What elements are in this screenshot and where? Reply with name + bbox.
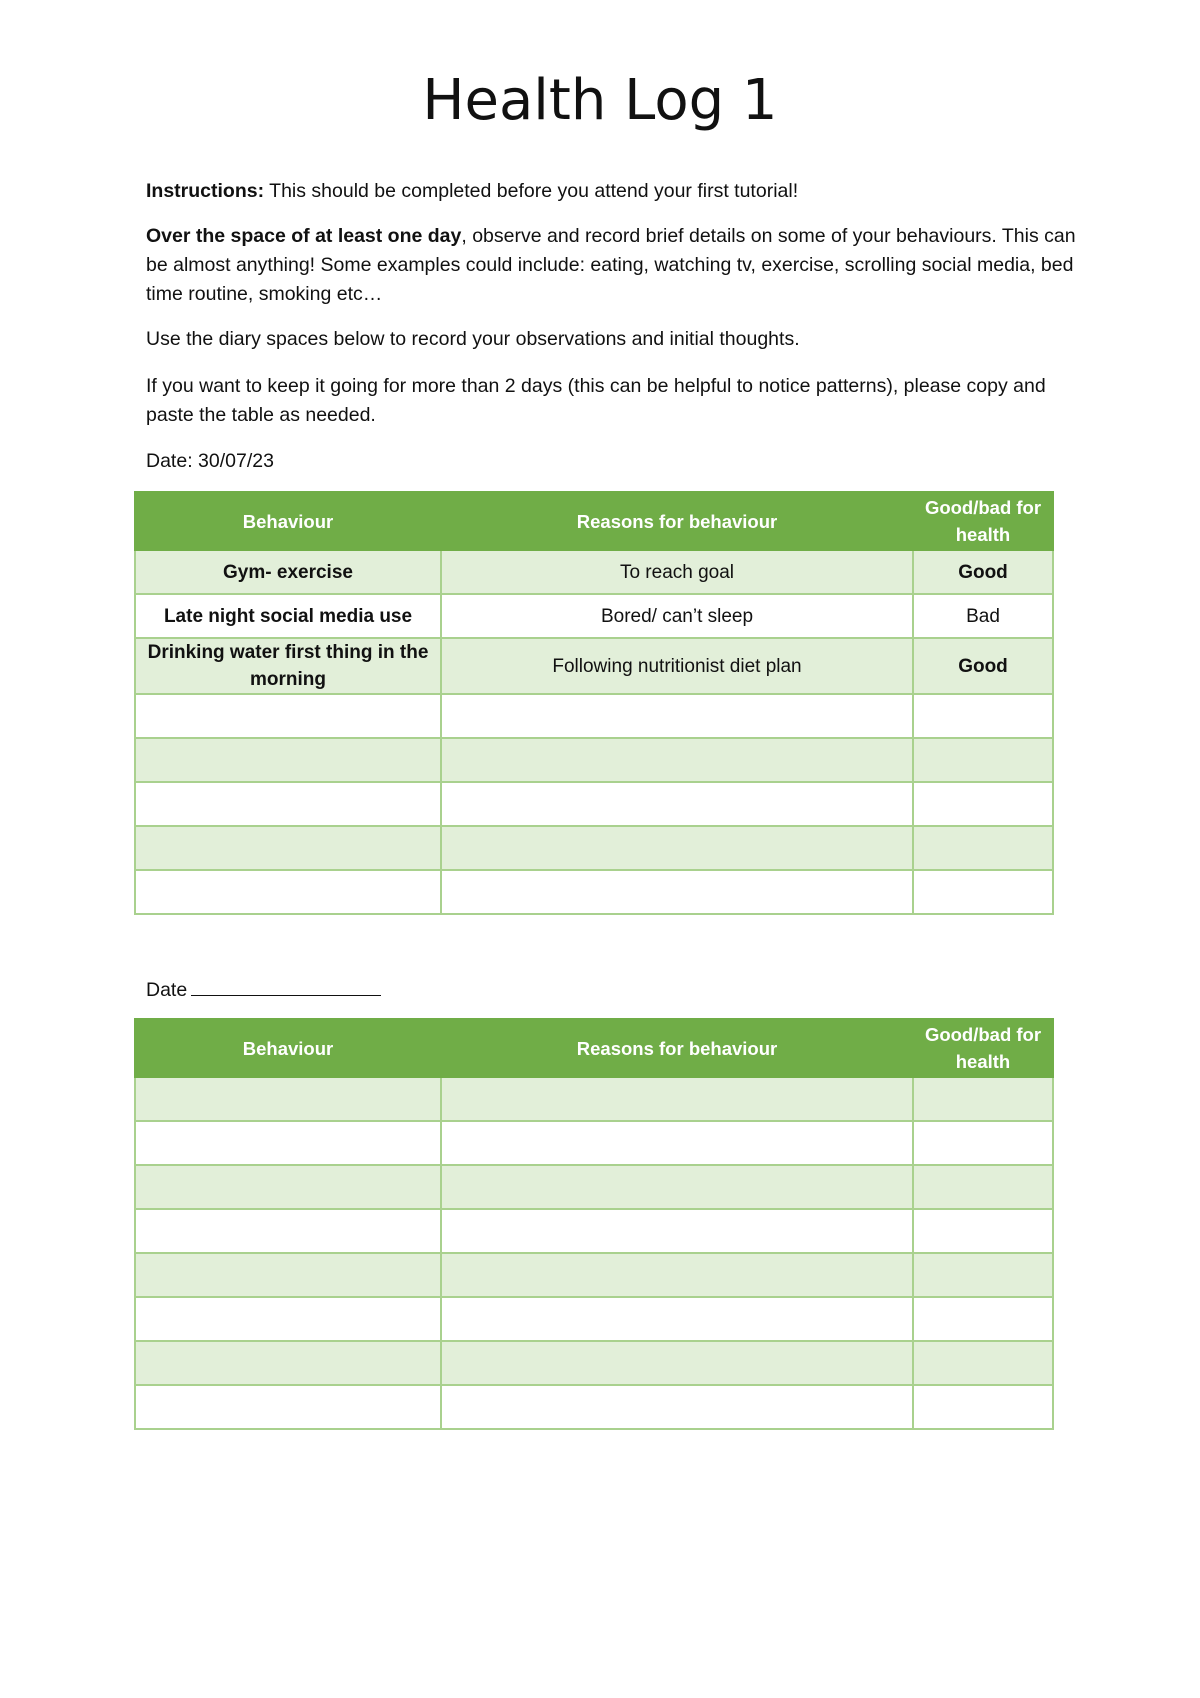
cell-behaviour[interactable]: Gym- exercise [135, 550, 441, 594]
cell-empty[interactable] [135, 1209, 441, 1253]
date-2 [146, 975, 381, 1005]
table-row-empty [135, 1253, 1053, 1297]
table-row-empty [135, 870, 1053, 914]
cell-rating[interactable]: Good [913, 638, 1053, 694]
cell-empty[interactable] [135, 826, 441, 870]
header-good-bad: Good/bad for health [913, 492, 1053, 550]
cell-empty[interactable] [913, 1253, 1053, 1297]
header-behaviour: Behaviour [135, 1019, 441, 1077]
header-behaviour: Behaviour [135, 492, 441, 550]
date-1: Date: 30/07/23 [146, 450, 274, 472]
table-row-empty [135, 1077, 1053, 1121]
table-row [135, 550, 1053, 594]
header-reasons: Reasons for behaviour [441, 1019, 913, 1077]
observe-bold: Over the space of at least one day [146, 225, 462, 247]
cell-empty[interactable] [913, 1209, 1053, 1253]
observe-paragraph [146, 222, 1076, 309]
instructions-paragraph [146, 177, 1076, 206]
cell-empty[interactable] [441, 694, 913, 738]
cell-empty[interactable] [441, 1165, 913, 1209]
cell-empty[interactable] [135, 1385, 441, 1429]
table-row-empty [135, 1385, 1053, 1429]
keep-going-paragraph: If you want to keep it going for more than 2 days (this can be helpful to notice patterns), please copy and paste the table as needed. [146, 375, 1046, 426]
cell-empty[interactable] [441, 782, 913, 826]
page-title: Health Log 1 [422, 68, 778, 133]
header-good-bad: Good/bad for health [913, 1019, 1053, 1077]
table-header-row [135, 492, 1053, 550]
use-diary-paragraph: Use the diary spaces below to record your observations and initial thoughts. [146, 328, 800, 350]
cell-rating[interactable]: Good [913, 550, 1053, 594]
cell-empty[interactable] [913, 1385, 1053, 1429]
cell-empty[interactable] [913, 826, 1053, 870]
cell-reason[interactable]: Bored/ can’t sleep [441, 594, 913, 638]
table-row-empty [135, 738, 1053, 782]
cell-empty[interactable] [441, 870, 913, 914]
table-row-empty [135, 1341, 1053, 1385]
cell-empty[interactable] [135, 1341, 441, 1385]
health-log-table-1 [134, 491, 1054, 915]
cell-behaviour[interactable]: Late night social media use [135, 594, 441, 638]
cell-empty[interactable] [913, 1165, 1053, 1209]
cell-empty[interactable] [913, 782, 1053, 826]
cell-empty[interactable] [441, 1077, 913, 1121]
cell-empty[interactable] [135, 870, 441, 914]
cell-empty[interactable] [135, 1121, 441, 1165]
cell-empty[interactable] [441, 1385, 913, 1429]
cell-empty[interactable] [913, 1341, 1053, 1385]
cell-empty[interactable] [441, 1297, 913, 1341]
table-row [135, 594, 1053, 638]
table-row-empty [135, 1165, 1053, 1209]
cell-empty[interactable] [135, 1077, 441, 1121]
date-2-label: Date [146, 979, 188, 1001]
table-header-row [135, 1019, 1053, 1077]
cell-rating[interactable]: Bad [913, 594, 1053, 638]
cell-behaviour[interactable]: Drinking water first thing in the morning [135, 638, 441, 694]
cell-empty[interactable] [441, 1253, 913, 1297]
cell-empty[interactable] [913, 1297, 1053, 1341]
cell-reason[interactable]: Following nutritionist diet plan [441, 638, 913, 694]
cell-empty[interactable] [441, 826, 913, 870]
table-row-empty [135, 1121, 1053, 1165]
cell-empty[interactable] [135, 1297, 441, 1341]
health-log-table-2 [134, 1018, 1054, 1430]
cell-empty[interactable] [913, 870, 1053, 914]
cell-reason[interactable]: To reach goal [441, 550, 913, 594]
date-2-field[interactable] [191, 975, 381, 996]
cell-empty[interactable] [135, 1253, 441, 1297]
header-reasons: Reasons for behaviour [441, 492, 913, 550]
observe-text: , observe and record brief details on some of your behaviours. This can be almost anything! Some examples could include: eating, watching tv, exercise, scrolling social media, bed time routine, smoking etc… [146, 225, 1076, 305]
cell-empty[interactable] [913, 1121, 1053, 1165]
cell-empty[interactable] [913, 738, 1053, 782]
cell-empty[interactable] [913, 1077, 1053, 1121]
instructions-label: Instructions: [146, 180, 265, 202]
instructions-text: This should be completed before you attend your first tutorial! [264, 180, 799, 202]
cell-empty[interactable] [135, 738, 441, 782]
cell-empty[interactable] [135, 694, 441, 738]
cell-empty[interactable] [441, 1209, 913, 1253]
table-row-empty [135, 1297, 1053, 1341]
cell-empty[interactable] [913, 694, 1053, 738]
table-row-empty [135, 826, 1053, 870]
cell-empty[interactable] [135, 1165, 441, 1209]
cell-empty[interactable] [441, 738, 913, 782]
table-row-empty [135, 694, 1053, 738]
cell-empty[interactable] [441, 1121, 913, 1165]
table-row [135, 638, 1053, 694]
cell-empty[interactable] [135, 782, 441, 826]
table-row-empty [135, 1209, 1053, 1253]
cell-empty[interactable] [441, 1341, 913, 1385]
table-row-empty [135, 782, 1053, 826]
